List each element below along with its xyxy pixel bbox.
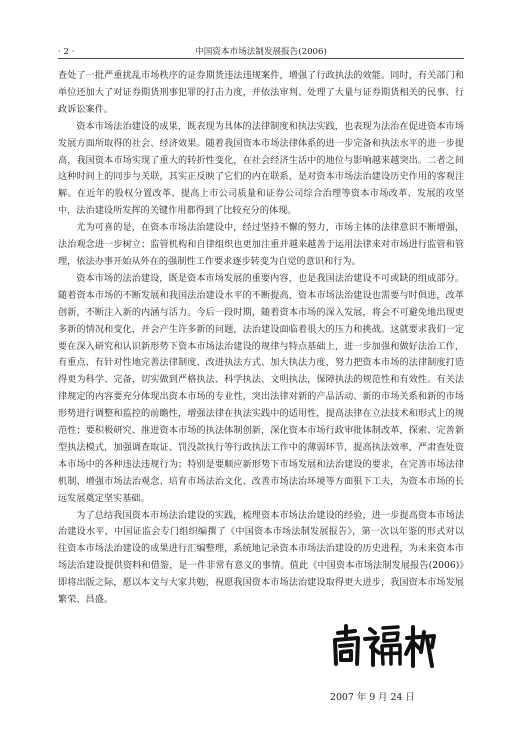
running-title: 中国资本市场法制发展报告(2006)	[195, 47, 327, 57]
paragraph: 资本市场法治建设的成果，既表现为具体的法律制度和执法实践，也表现为法治在促进资本市场发展方面所取得的社会、经济效果。随着我国资本市场法律体系的进一步完备和执法水平的进一步提高，我国资本市场实现了重大的转折性变化，在社会经济生活中的地位与影响越来越突出。二者之间这种时间上的同步与关联，其实正反映了它们的内在联系，是对资本市场法治建设历史作用的客观注解。在近年的股权分置改革、提高上市公司质量和证券公司综合治理等资本市场改革、发展的攻坚中，法治建设所发挥的关键作用都得到了比较充分的体现。	[58, 121, 464, 217]
body-text	[58, 68, 464, 609]
paragraph: 为了总结我国资本市场法治建设的实践，梳理资本市场法治建设的经验，进一步提高资本市场法治建设水平，中国证监会专门组织编撰了《中国资本市场法制发展报告》，第一次以年鉴的形式对以往资本市场法治建设的成果进行汇编整理，系统地记录资本市场法治建设的历史进程，为未来资本市场法治建设提供资料和借鉴，是一件非常有意义的事情。值此《中国资本市场法制发展报告(2006)》即将出版之际，愿以本文与大家共勉，祝愿我国资本市场法治建设取得更大进步，我国资本市场发展繁荣、昌盛。	[58, 510, 464, 606]
header-rule	[58, 58, 464, 59]
paragraph: 查处了一批严重扰乱市场秩序的证券期货违法违规案件，增强了行政执法的效能。同时，有关部门和单位还加大了对证券期货刑事犯罪的打击力度，并依法审判、处理了大量与证券期货相关的民事、行政诉讼案件。	[58, 71, 464, 115]
handwritten-signature	[328, 620, 438, 676]
paragraph: 尤为可喜的是，在资本市场法治建设中，经过坚持不懈的努力，市场主体的法律意识不断增强，法治观念进一步树立；监管机构和自律组织也更加注重并越来越善于运用法律来对市场进行监管和管理，依法办事开始从外在的强制性工作要求逐步转变为自觉的意识和行为。	[58, 223, 464, 267]
page-number: · 2 ·	[58, 47, 75, 57]
running-header	[58, 41, 464, 57]
date: 2007 年 9 月 24 日	[330, 692, 415, 703]
paragraph: 资本市场的法治建设，既是资本市场发展的重要内容，也是我国法治建设不可或缺的组成部分。随着资本市场的不断发展和我国法治建设水平的不断提高，资本市场法治建设也需要与时俱进，改革创新，不断注入新的内涵与活力。今后一段时期，随着资本市场的深入发展，将会不可避免地出现更多新的情况和变化，并会产生许多新的问题，法治建设面临着很大的压力和挑战。这就要求我们一定要在深入研究和认识新形势下资本市场法治建设的规律与特点基础上，进一步加强和做好法治工作，有重点、有针对性地完善法律制度、改进执法方式、加大执法力度，努力把资本市场的法律制度打造得更为科学、完备，切实做到严格执法、科学执法、文明执法，保障执法的规范性和有效性。有关法律规定的内容要充分体现出资本市场的专业性，突出法律对新的产品活动、新的市场关系和新的市场形势进行调整和监控的前瞻性，增强法律在执法实践中的适用性，提高法律在立法技术和形式上的规范性；要积极研究、推进资本市场的执法体制创新，深化资本市场行政审批体制改革，探索、完善新型执法模式，加强调查取证、罚没款执行等行政执法工作中的薄弱环节，提高执法效率，严肃查处资本市场中的各种违法违规行为；特别是要顺应新形势下市场发展和法治建设的要求，在完善市场法律机制、增强市场法治观念、培育市场法治文化、改善市场法治环境等方面狠下工夫，为资本市场的长远发展奠定坚实基础。	[58, 273, 464, 504]
